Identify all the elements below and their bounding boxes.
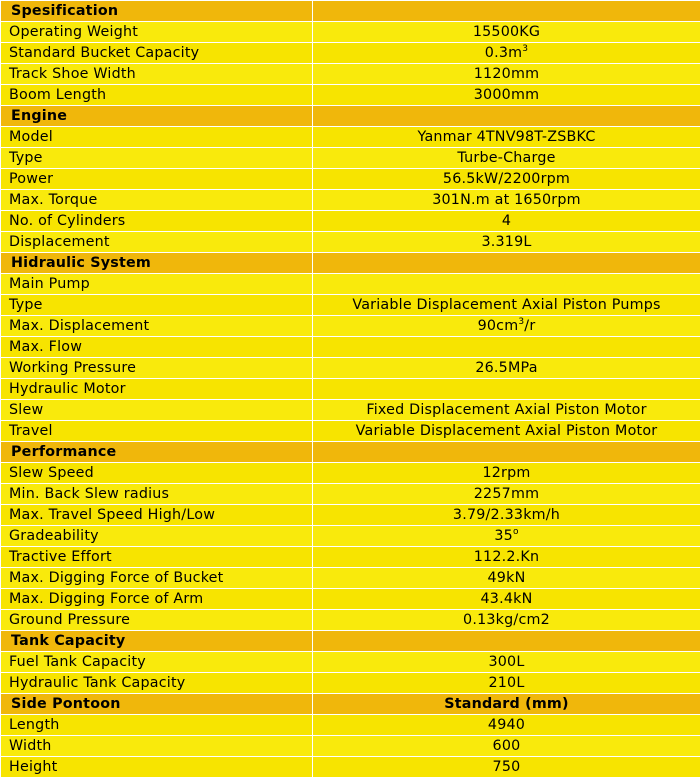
spec-row (1, 148, 700, 169)
spec-value-text: 210L (488, 675, 524, 691)
spec-value-text: 0.13kg/cm2 (463, 612, 550, 628)
section-header-side-pontoon (1, 694, 700, 715)
spec-label: Height (1, 757, 313, 778)
spec-value (313, 148, 700, 169)
spec-value-text: 90cm (478, 318, 519, 334)
spec-value-superscript: 3 (522, 44, 528, 54)
spec-label: Tractive Effort (1, 547, 313, 568)
spec-value (313, 421, 700, 442)
spec-label: Working Pressure (1, 358, 313, 379)
spec-row (1, 295, 700, 316)
spec-label: Standard Bucket Capacity (1, 43, 313, 64)
spec-row (1, 190, 700, 211)
spec-label: No. of Cylinders (1, 211, 313, 232)
spec-value-text: 112.2.Kn (474, 549, 540, 565)
spec-value (313, 547, 700, 568)
spec-value-text: 15500KG (473, 24, 540, 40)
spec-row (1, 610, 700, 631)
section-title: Spesification (1, 1, 313, 22)
spec-label: Max. Torque (1, 190, 313, 211)
section-title: Engine (1, 106, 313, 127)
spec-row (1, 337, 700, 358)
spec-value (313, 379, 700, 400)
spec-row (1, 232, 700, 253)
spec-value (313, 169, 700, 190)
spec-row (1, 64, 700, 85)
spec-row (1, 211, 700, 232)
spec-value (313, 610, 700, 631)
spec-label: Track Shoe Width (1, 64, 313, 85)
spec-value (313, 85, 700, 106)
spec-label: Ground Pressure (1, 610, 313, 631)
section-header-tank-capacity (1, 631, 700, 652)
spec-value-text: Fixed Displacement Axial Piston Motor (366, 402, 646, 418)
spec-label: Main Pump (1, 274, 313, 295)
spec-value (313, 64, 700, 85)
spec-value-text: 49kN (488, 570, 526, 586)
spec-row (1, 673, 700, 694)
spec-label: Max. Digging Force of Arm (1, 589, 313, 610)
spec-label: Model (1, 127, 313, 148)
spec-value (313, 526, 700, 547)
spec-value (313, 22, 700, 43)
spec-value-text: Variable Displacement Axial Piston Motor (356, 423, 658, 439)
spec-value (313, 400, 700, 421)
spec-value (313, 295, 700, 316)
spec-value-text: 1120mm (474, 66, 539, 82)
spec-value (313, 127, 700, 148)
spec-label: Gradeability (1, 526, 313, 547)
spec-table-body (1, 1, 700, 778)
section-header-value (313, 106, 700, 127)
spec-row (1, 274, 700, 295)
spec-value-text: 35 (494, 528, 513, 544)
spec-row (1, 715, 700, 736)
spec-value-text: 12rpm (482, 465, 530, 481)
spec-value-text: Variable Displacement Axial Piston Pumps (352, 297, 660, 313)
spec-label: Operating Weight (1, 22, 313, 43)
section-title: Performance (1, 442, 313, 463)
spec-label: Boom Length (1, 85, 313, 106)
spec-value (313, 316, 700, 337)
section-title: Side Pontoon (1, 694, 313, 715)
spec-value (313, 652, 700, 673)
spec-row (1, 547, 700, 568)
spec-label: Type (1, 148, 313, 169)
spec-row (1, 568, 700, 589)
spec-row (1, 463, 700, 484)
spec-row (1, 316, 700, 337)
spec-value (313, 211, 700, 232)
spec-row (1, 526, 700, 547)
spec-row (1, 85, 700, 106)
spec-row (1, 169, 700, 190)
spec-label: Max. Travel Speed High/Low (1, 505, 313, 526)
spec-value-text: 4 (502, 213, 511, 229)
spec-value-text: 3000mm (474, 87, 539, 103)
spec-row (1, 589, 700, 610)
spec-value (313, 757, 700, 778)
spec-value (313, 337, 700, 358)
spec-label: Max. Displacement (1, 316, 313, 337)
spec-value-text: 3.319L (481, 234, 531, 250)
spec-value (313, 505, 700, 526)
spec-label: Slew Speed (1, 463, 313, 484)
spec-row (1, 358, 700, 379)
spec-value-text: 300L (488, 654, 524, 670)
spec-value-text: 2257mm (474, 486, 539, 502)
spec-label: Type (1, 295, 313, 316)
spec-value (313, 43, 700, 64)
spec-label: Length (1, 715, 313, 736)
spec-value (313, 673, 700, 694)
spec-value-text: Yanmar 4TNV98T-ZSBKC (417, 129, 595, 145)
spec-row (1, 400, 700, 421)
spec-value (313, 190, 700, 211)
spec-value-text: 301N.m at 1650rpm (432, 192, 581, 208)
spec-row (1, 505, 700, 526)
spec-row (1, 379, 700, 400)
spec-label: Fuel Tank Capacity (1, 652, 313, 673)
spec-row (1, 736, 700, 757)
spec-row (1, 43, 700, 64)
spec-row (1, 127, 700, 148)
spec-value (313, 232, 700, 253)
spec-label: Power (1, 169, 313, 190)
section-header-value (313, 631, 700, 652)
spec-row (1, 484, 700, 505)
section-header-value: Standard (mm) (313, 694, 700, 715)
spec-value-text: 3.79/2.33km/h (453, 507, 560, 523)
spec-value (313, 736, 700, 757)
section-header-value (313, 442, 700, 463)
spec-label: Width (1, 736, 313, 757)
spec-row (1, 757, 700, 778)
spec-value-text: 56.5kW/2200rpm (443, 171, 570, 187)
spec-label: Max. Digging Force of Bucket (1, 568, 313, 589)
section-header-performance (1, 442, 700, 463)
spec-row (1, 652, 700, 673)
section-header-hidraulic-system (1, 253, 700, 274)
spec-value-suffix: /r (524, 318, 535, 334)
spec-label: Hydraulic Motor (1, 379, 313, 400)
spec-value (313, 589, 700, 610)
spec-value-text: 750 (493, 759, 521, 775)
spec-row (1, 421, 700, 442)
spec-value (313, 568, 700, 589)
spec-value (313, 715, 700, 736)
spec-value (313, 274, 700, 295)
section-title: Tank Capacity (1, 631, 313, 652)
spec-value-superscript: 3 (518, 317, 524, 327)
spec-label: Displacement (1, 232, 313, 253)
spec-value-superscript: o (513, 527, 519, 537)
spec-value (313, 463, 700, 484)
spec-row (1, 22, 700, 43)
spec-value-text: 4940 (488, 717, 525, 733)
spec-value-text: 0.3m (485, 45, 522, 61)
section-header-engine (1, 106, 700, 127)
spec-value (313, 484, 700, 505)
spec-label: Max. Flow (1, 337, 313, 358)
section-header-spesification (1, 1, 700, 22)
section-title: Hidraulic System (1, 253, 313, 274)
spec-value-text: Turbe-Charge (457, 150, 555, 166)
section-header-value (313, 253, 700, 274)
spec-label: Travel (1, 421, 313, 442)
spec-value-text: 43.4kN (480, 591, 532, 607)
section-header-value (313, 1, 700, 22)
spec-value (313, 358, 700, 379)
spec-label: Min. Back Slew radius (1, 484, 313, 505)
spec-label: Slew (1, 400, 313, 421)
spec-value-text: 26.5MPa (475, 360, 537, 376)
spec-label: Hydraulic Tank Capacity (1, 673, 313, 694)
spec-value-text: 600 (493, 738, 521, 754)
